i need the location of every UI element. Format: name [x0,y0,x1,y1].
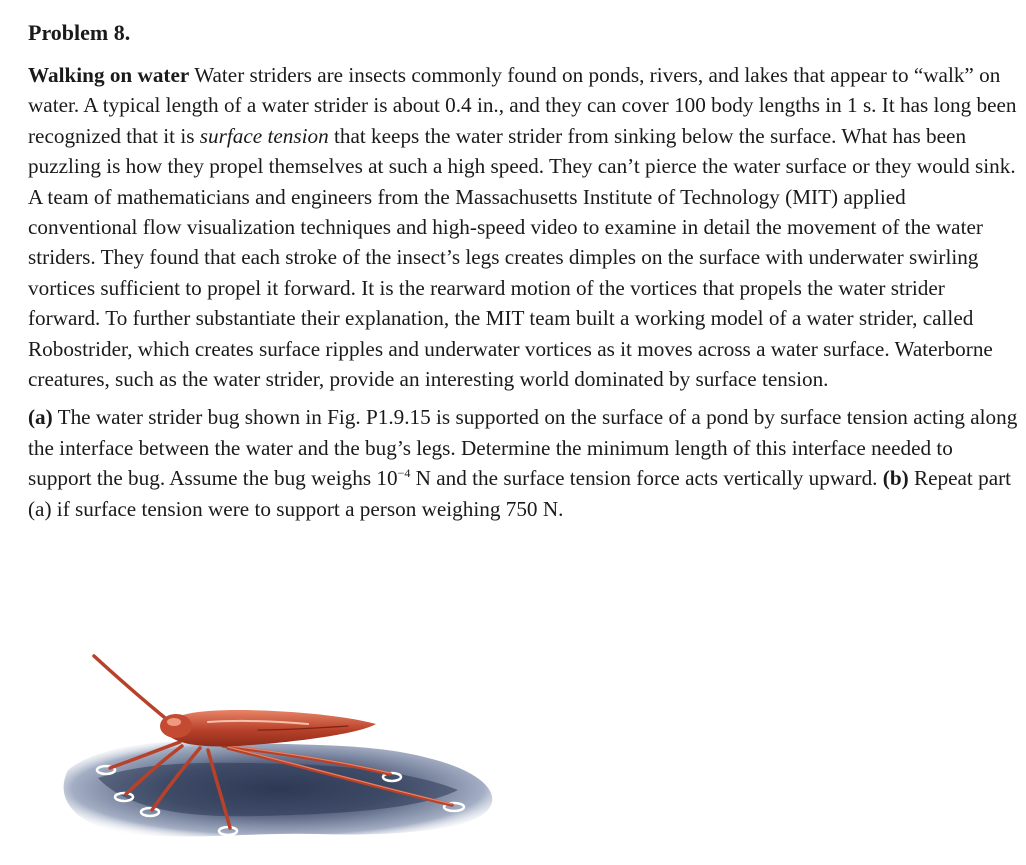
part-a-label: (a) [28,405,53,430]
problem-page [28,18,1018,524]
insect-body [160,710,376,746]
part-b-label: (b) [882,466,909,491]
water-surface [64,741,493,837]
problem-title: Problem 8. [28,20,131,45]
antenna [94,656,170,722]
water-strider-figure [58,650,508,860]
intro-emphasis: surface tension [199,123,329,148]
part-a-text-2: N and the surface tension force acts vertically upward. [410,466,883,491]
intro-paragraph [28,60,1018,394]
weight-base: 10 [376,466,398,491]
question-paragraph [28,402,1018,524]
water-strider-illustration-icon [58,650,508,860]
part-b-text: Repeat part (a) if surface tension were to support a person weighing 750 N. [28,466,1012,521]
intro-heading: Walking on water [28,63,190,87]
weight-exponent: −4 [397,466,411,481]
intro-text-2: that keeps the water strider from sinking below the surface. What has been puzzling is how they propel themselves at such a high speed. They can’t pierce the water surface or they would sink. A team of mathematicians and engineers from the Massachusetts Institute of Technology (MIT) applied conventional flow visualization techniques and high-speed video to examine in detail the movement of the water striders. They found that each stroke of the insect’s legs creates dimples on the surface with underwater swirling vortices sufficient to propel it forward. It is the rearward motion of the vortices that propels the water strider forward. To further substantiate their explanation, the MIT team built a working model of a water strider, called Robostrider, which creates surface ripples and underwater vortices as it moves across a water surface. Waterborne creatures, such as the water strider, provide an interesting world dominated by surface tension. [28,123,1016,392]
part-a-text-1: The water strider bug shown in Fig. P1.9.15 is supported on the surface of a pond by surface tension acting along the interface between the water and the bug’s legs. Determine the minimum length of this interface needed to support the bug. Assume the bug weighs [28,405,1018,491]
intro-text-1: Water striders are insects commonly found on ponds, rivers, and lakes that appear to “walk” on water. A typical length of a water strider is about 0.4 in., and they can cover 100 body lengths in 1 s. It has long been recognized that it is [28,63,1017,148]
